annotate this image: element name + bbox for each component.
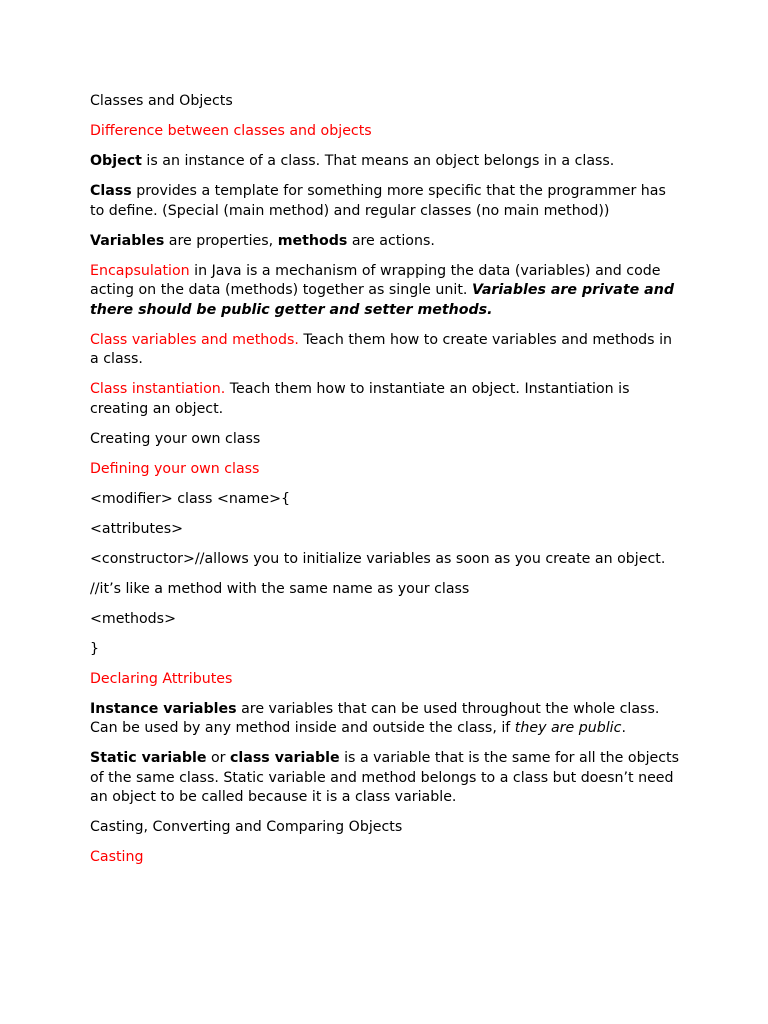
- classvar-text: Teach them how to create variables and methods in a class.: [90, 331, 673, 368]
- heading-difference: Difference between classes and objects: [90, 122, 372, 139]
- term-class-variable: class variable: [230, 750, 340, 767]
- static-or: or: [206, 750, 231, 767]
- term-encapsulation: Encapsulation: [90, 262, 190, 279]
- inst-text: Teach them how to instantiate an object. Instantiation is creating an object.: [90, 381, 630, 417]
- encap-text: in Java is a mechanism of wrapping the data (variables) and code acting on the data (methods) together as single unit.: [90, 262, 661, 299]
- heading-defining: Defining your own class: [90, 460, 260, 477]
- class-text: provides a template for something more specific that the programmer has to define. (Special (main method) and regular classes (no main method)): [90, 182, 666, 219]
- encap-emphasis: Variables are private and there should be public getter and setter methods.: [90, 282, 674, 318]
- para-static-variable: [90, 749, 680, 808]
- heading-casting: Casting: [90, 849, 144, 866]
- para-instantiation: [90, 380, 680, 419]
- methods-end: are actions.: [347, 232, 435, 249]
- para-encapsulation: [90, 262, 680, 321]
- term-variables: Variables: [90, 232, 165, 249]
- para-variables: [90, 232, 680, 252]
- instance-italic: they are public: [514, 720, 622, 737]
- term-instance-variables: Instance variables: [90, 700, 237, 717]
- term-class-variables: Class variables and methods.: [90, 331, 299, 348]
- term-class: Class: [90, 182, 132, 199]
- code-line-1: <modifier> class <name>{: [90, 490, 290, 507]
- object-text: is an instance of a class. That means an object belongs in a class.: [141, 152, 615, 169]
- term-object: Object: [90, 152, 142, 169]
- para-instance-variables: [90, 700, 680, 739]
- code-line-6: }: [90, 640, 100, 657]
- doc-title: Classes and Objects: [90, 93, 233, 109]
- para-class-variables: [90, 331, 680, 370]
- term-static-variable: Static variable: [90, 750, 207, 767]
- para-object: [90, 152, 680, 172]
- para-class: [90, 182, 680, 221]
- term-methods: methods: [277, 232, 348, 249]
- instance-text: are variables that can be used throughout the whole class. Can be used by any method inside and outside the class, if: [90, 700, 660, 737]
- code-line-5: <methods>: [90, 610, 176, 627]
- variables-mid: are properties,: [164, 232, 278, 249]
- code-line-2: <attributes>: [90, 520, 184, 537]
- heading-creating: Creating your own class: [90, 430, 261, 447]
- heading-casting-section: Casting, Converting and Comparing Objects: [90, 819, 403, 836]
- term-instantiation: Class instantiation.: [90, 381, 226, 398]
- document-page: [90, 92, 680, 878]
- code-line-4: //it’s like a method with the same name as your class: [90, 580, 470, 597]
- heading-declaring: Declaring Attributes: [90, 670, 233, 687]
- instance-end: .: [621, 720, 626, 737]
- static-text: is a variable that is the same for all the objects of the same class. Static variable and method belongs to a class but doesn’t need an object to be called because it is a class variable.: [90, 750, 680, 806]
- code-line-3: <constructor>//allows you to initialize variables as soon as you create an object.: [90, 550, 666, 567]
